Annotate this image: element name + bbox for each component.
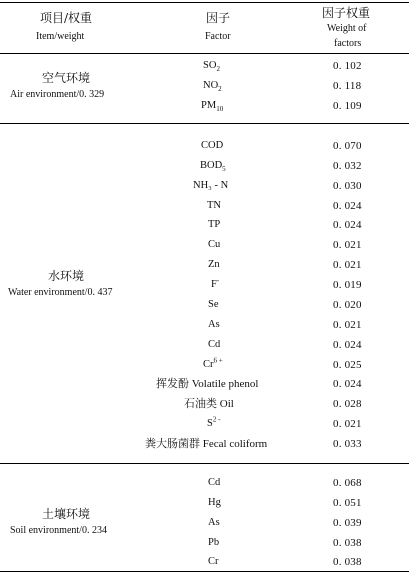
header-weight-cn: 因子权重 bbox=[322, 6, 371, 20]
weight-cell: 0. 070 bbox=[333, 140, 362, 152]
factor-cell: $SO_2$ bbox=[203, 60, 220, 74]
factor-cell: TN bbox=[207, 200, 221, 211]
group-water-label-cn: 水环境 bbox=[48, 269, 85, 283]
weight-cell: 0. 020 bbox=[333, 299, 362, 311]
header-item-weight-en: Item/weight bbox=[36, 31, 85, 42]
factor-cell: As bbox=[208, 517, 220, 528]
factor-cell: NH₃ - N bbox=[193, 180, 229, 191]
weight-cell: 0. 102 bbox=[333, 60, 362, 72]
header-weight-en-line2: factors bbox=[334, 38, 362, 49]
divider-water-soil bbox=[0, 463, 409, 464]
factor-cell: $BOD_5$ bbox=[200, 160, 226, 174]
group-air-label-cn: 空气环境 bbox=[42, 71, 91, 85]
weight-cell: 0. 038 bbox=[333, 556, 362, 568]
weight-cell: 0. 019 bbox=[333, 279, 362, 291]
weight-cell: 0. 024 bbox=[333, 378, 362, 390]
weight-cell: 0. 118 bbox=[333, 80, 362, 92]
factor-cell: Se bbox=[208, 299, 219, 310]
group-water-label-en: Water environment/0. 437 bbox=[8, 287, 113, 298]
weight-cell: 0. 039 bbox=[333, 517, 362, 529]
factor-cell: $NO_2$ bbox=[203, 80, 222, 94]
factor-cell: As bbox=[208, 319, 220, 330]
divider-air-water bbox=[0, 123, 409, 124]
factor-cell: Pb bbox=[208, 537, 220, 548]
weight-cell: 0. 025 bbox=[333, 359, 362, 371]
weight-cell: 0. 038 bbox=[333, 537, 362, 549]
factor-cell: Hg bbox=[208, 497, 221, 508]
weight-cell: 0. 021 bbox=[333, 418, 362, 430]
factor-cell: Cd bbox=[208, 339, 221, 350]
header-factor-cn: 因子 bbox=[206, 11, 231, 25]
factor-cell: Cr bbox=[208, 556, 219, 567]
weight-cell: 0. 033 bbox=[333, 438, 362, 450]
factor-cell: 石油类 Oil bbox=[184, 398, 234, 410]
weight-cell: 0. 021 bbox=[333, 319, 362, 331]
factor-cell: F- bbox=[211, 276, 220, 290]
weight-cell: 0. 024 bbox=[333, 339, 362, 351]
factor-cell: $PM_{10}$ bbox=[201, 100, 224, 114]
weight-cell: 0. 068 bbox=[333, 477, 362, 489]
weight-cell: 0. 030 bbox=[333, 180, 362, 192]
weight-cell: 0. 032 bbox=[333, 160, 362, 172]
weight-cell: 0. 024 bbox=[333, 200, 362, 212]
factor-cell: $S^{2 -}$ bbox=[207, 415, 221, 429]
factor-cell: $Cr^{6 +}$ bbox=[203, 356, 223, 370]
factor-cell: 粪大肠菌群 Fecal coliform bbox=[145, 438, 268, 450]
table-bottom-rule bbox=[0, 571, 409, 572]
weight-cell: 0. 109 bbox=[333, 100, 362, 112]
table-top-rule bbox=[0, 2, 409, 3]
weight-cell: 0. 021 bbox=[333, 259, 362, 271]
factor-cell: Zn bbox=[208, 259, 220, 270]
factor-cell: Cu bbox=[208, 239, 221, 250]
header-item-weight-cn: 项目/权重 bbox=[40, 11, 93, 25]
weight-cell: 0. 021 bbox=[333, 239, 362, 251]
group-air-label-en: Air environment/0. 329 bbox=[10, 89, 105, 100]
weight-cell: 0. 028 bbox=[333, 398, 362, 410]
header-factor-en: Factor bbox=[205, 31, 231, 42]
group-soil-label-cn: 土壤环境 bbox=[42, 507, 91, 521]
group-soil-label-en: Soil environment/0. 234 bbox=[10, 525, 107, 536]
factor-cell: Cd bbox=[208, 477, 221, 488]
factor-cell: COD bbox=[201, 140, 224, 151]
header-weight-en-line1: Weight of bbox=[327, 23, 367, 34]
weight-cell: 0. 024 bbox=[333, 219, 362, 231]
header-bottom-rule bbox=[0, 53, 409, 54]
weight-cell: 0. 051 bbox=[333, 497, 362, 509]
factor-cell: 挥发酚 Volatile phenol bbox=[156, 378, 259, 390]
factor-cell: TP bbox=[208, 219, 221, 230]
